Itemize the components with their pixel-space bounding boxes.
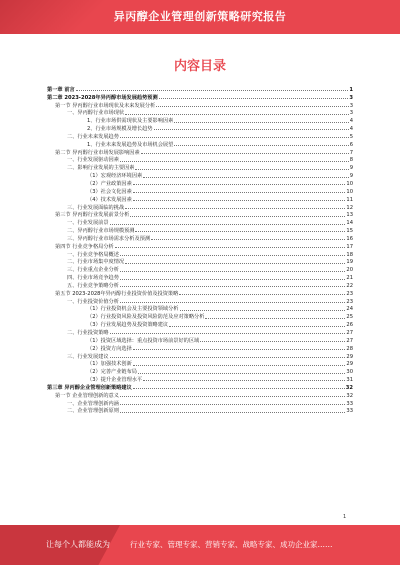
toc-entry[interactable] <box>47 281 353 289</box>
toc-leader-dots <box>154 129 349 130</box>
toc-entry-page: 4 <box>349 126 353 133</box>
toc-entry-page: 29 <box>346 361 353 368</box>
toc-entry-page: 3 <box>349 94 353 101</box>
toc-entry[interactable] <box>47 328 353 336</box>
toc-leader-dots <box>120 271 346 272</box>
toc-entry-page: 18 <box>346 251 353 258</box>
toc-entry-page: 5 <box>349 133 353 140</box>
footer-slogan-right: 行业专家、管理专家、营销专家、战略专家、成功企业家…… <box>130 540 333 549</box>
toc-entry-label: 第二节 异丙醇行业市场发展影响因素 <box>55 149 140 156</box>
toc-entry-page: 19 <box>346 259 353 266</box>
toc-entry-page: 9 <box>349 165 353 172</box>
toc-entry-page: 10 <box>346 188 353 195</box>
toc-entry[interactable] <box>47 109 353 117</box>
toc-entry-page: 31 <box>346 377 353 384</box>
toc-leader-dots <box>174 145 348 146</box>
toc-entry-page: 30 <box>346 369 353 376</box>
toc-entry[interactable] <box>47 360 353 368</box>
toc-leader-dots <box>205 318 345 319</box>
toc-entry-label: 第五节 2023-2028年异丙醇行业投资价值及投资策略 <box>55 290 179 297</box>
toc-entry[interactable] <box>47 297 353 305</box>
toc-entry-label: 2、行业市场规模及增长趋势 <box>87 126 153 133</box>
toc-entry-label: 一、行业投资价值分析 <box>67 298 119 305</box>
toc-entry-label: （2）完善产业链布局 <box>87 369 137 376</box>
toc-leader-dots <box>180 310 346 311</box>
toc-entry-page: 33 <box>346 400 353 407</box>
toc-leader-dots <box>76 90 349 91</box>
toc-entry-label: 第三章 异丙醇企业管理创新策略建议 <box>47 384 132 391</box>
toc-entry-label: 三、行业重点企业分析 <box>67 267 119 274</box>
toc-entry-page: 6 <box>349 141 353 148</box>
toc-entry-label: 第一节 异丙醇行业市场现状及未来发展分析 <box>55 102 156 109</box>
toc-leader-dots <box>135 169 348 170</box>
toc-entry-page: 33 <box>346 408 353 415</box>
toc-entry[interactable] <box>47 289 353 297</box>
toc-entry[interactable] <box>47 226 353 234</box>
toc-leader-dots <box>156 106 348 107</box>
toc-leader-dots <box>135 231 345 232</box>
toc-entry[interactable] <box>47 218 353 226</box>
toc-entry-label: （4）技术发展因素 <box>87 196 132 203</box>
toc-entry-label: 二、行业市场集中度情况 <box>67 259 125 266</box>
toc-entry-label: （2）产业政策因素 <box>87 180 132 187</box>
toc-entry-label: 二、行业未来发展趋势 <box>67 133 119 140</box>
toc-leader-dots <box>125 208 345 209</box>
toc-entry-label: 一、行业竞争格局概述 <box>67 251 119 258</box>
toc-entry[interactable] <box>47 320 353 328</box>
toc-entry-page: 32 <box>345 384 353 391</box>
toc-leader-dots <box>143 177 349 178</box>
toc-entry-label: 一、行业发展前景 <box>67 220 109 227</box>
toc-entry-page: 8 <box>349 157 353 164</box>
toc-title: 内容目录 <box>173 59 226 74</box>
toc-entry-page: 24 <box>346 306 353 313</box>
toc-entry-page: 25 <box>346 314 353 321</box>
toc-leader-dots <box>120 137 349 138</box>
toc-leader-dots <box>120 404 346 405</box>
toc-entry-page: 20 <box>346 267 353 274</box>
toc-entry[interactable] <box>47 93 353 101</box>
toc-entry[interactable] <box>47 367 353 375</box>
toc-entry-label: （3）行业发展趋势及投资策略建议 <box>87 322 169 329</box>
toc-entry[interactable] <box>47 101 353 109</box>
toc-entry-page: 27 <box>346 330 353 336</box>
toc-entry-page: 27 <box>346 337 353 344</box>
toc-entry[interactable] <box>47 242 353 250</box>
toc-entry-page: 13 <box>346 212 353 219</box>
table-of-contents <box>47 85 353 414</box>
toc-entry[interactable] <box>47 179 353 187</box>
toc-entry-label: （1）加强技术创新 <box>87 361 132 368</box>
toc-leader-dots <box>110 357 346 358</box>
header-bar <box>0 0 400 34</box>
toc-entry[interactable] <box>47 305 353 313</box>
toc-entry-label: （3）社会文化因素 <box>87 188 132 195</box>
toc-entry[interactable] <box>47 124 353 132</box>
toc-entry[interactable] <box>47 203 353 211</box>
toc-entry-label: （1）投资区域选择：重点投资市场前景好的区域 <box>87 337 200 344</box>
toc-entry-page: 3 <box>349 102 353 109</box>
toc-entry-page: 1 <box>349 86 353 93</box>
toc-entry-page: 14 <box>346 220 353 227</box>
toc-leader-dots <box>133 200 346 201</box>
toc-entry-label: （2）投资方向选择 <box>87 345 132 352</box>
toc-leader-dots <box>125 114 349 115</box>
toc-entry[interactable] <box>47 383 353 391</box>
toc-leader-dots <box>120 161 349 162</box>
toc-leader-dots <box>120 286 346 287</box>
toc-leader-dots <box>174 122 348 123</box>
toc-leader-dots <box>125 263 345 264</box>
header-title: 异丙醇企业管理创新策略研究报告 <box>113 10 287 23</box>
toc-entry-page: 32 <box>346 392 353 399</box>
toc-entry[interactable] <box>47 258 353 266</box>
toc-entry-label: 一、异丙醇行业市场现状 <box>67 110 125 117</box>
page-number: 1 <box>343 514 347 520</box>
toc-entry-page: 15 <box>346 228 353 235</box>
toc-entry-label: 二、行业投资策略 <box>67 330 109 336</box>
toc-entry[interactable] <box>47 273 353 281</box>
toc-entry[interactable] <box>47 171 353 179</box>
toc-entry-page: 4 <box>349 118 353 125</box>
toc-entry-page: 9 <box>349 173 353 180</box>
toc-leader-dots <box>120 255 346 256</box>
toc-entry[interactable] <box>47 352 353 360</box>
toc-leader-dots <box>151 239 345 240</box>
toc-entry-label: （1）宏观经济环境因素 <box>87 173 143 180</box>
toc-entry-label: （1）行业投资机会及主要投资领域分析 <box>87 306 179 313</box>
toc-entry-label: 二、异丙醇行业市场规模预测 <box>67 228 135 235</box>
toc-entry[interactable] <box>47 140 353 148</box>
toc-entry-page: 23 <box>346 298 353 305</box>
toc-entry-label: 五、行业竞争策略分析 <box>67 282 119 289</box>
toc-entry[interactable] <box>47 344 353 352</box>
toc-entry[interactable] <box>47 187 353 195</box>
toc-entry-label: （2）行业投资风险及投资风险防范及应对策略分析 <box>87 314 205 321</box>
toc-leader-dots <box>120 279 346 280</box>
toc-entry[interactable] <box>47 375 353 383</box>
toc-entry[interactable] <box>47 156 353 164</box>
toc-leader-dots <box>159 98 349 99</box>
toc-leader-dots <box>110 333 346 334</box>
toc-entry-label: 二、企业管理创新原则 <box>67 408 119 415</box>
toc-entry-label: 三、异丙醇行业市场需求分析及预测 <box>67 235 151 242</box>
toc-entry[interactable] <box>47 391 353 399</box>
toc-entry[interactable] <box>47 234 353 242</box>
toc-leader-dots <box>169 326 345 327</box>
toc-entry-label: 二、影响行业发展的主要因素 <box>67 165 135 172</box>
toc-leader-dots <box>115 247 346 248</box>
toc-entry[interactable] <box>47 163 353 171</box>
toc-entry-page: 16 <box>346 235 353 242</box>
toc-entry[interactable] <box>47 399 353 407</box>
toc-leader-dots <box>179 294 345 295</box>
toc-leader-dots <box>120 302 346 303</box>
toc-leader-dots <box>130 216 345 217</box>
toc-entry-label: 四、行业市场竞争趋势 <box>67 275 119 282</box>
toc-entry-label: 三、行业发展面临的挑战 <box>67 204 125 211</box>
toc-leader-dots <box>110 224 346 225</box>
toc-entry[interactable] <box>47 250 353 258</box>
toc-entry-page: 29 <box>346 353 353 360</box>
footer-slogan-left: 让每个人都能成为 <box>46 540 110 549</box>
toc-leader-dots <box>133 365 346 366</box>
toc-entry[interactable] <box>47 407 353 415</box>
toc-entry-page: 11 <box>346 196 353 203</box>
toc-entry[interactable] <box>47 211 353 219</box>
toc-entry-label: （3）提升企业管理水平 <box>87 377 143 384</box>
toc-entry-label: 1、行业未来发展趋势及市场机会展望 <box>87 141 174 148</box>
toc-entry-label: 第四节 行业竞争格局分析 <box>55 243 114 250</box>
toc-entry-label: 第三节 异丙醇行业发展前景分析 <box>55 212 130 219</box>
toc-entry[interactable] <box>47 265 353 273</box>
toc-entry-page: 21 <box>346 275 353 282</box>
toc-entry-page: 10 <box>346 180 353 187</box>
toc-leader-dots <box>133 349 346 350</box>
toc-entry-page: 7 <box>349 149 353 156</box>
toc-entry-label: 第一章 前言 <box>47 86 75 93</box>
footer-bar <box>0 525 400 565</box>
toc-entry[interactable] <box>47 85 353 93</box>
toc-leader-dots <box>200 341 345 342</box>
toc-leader-dots <box>133 388 345 389</box>
toc-leader-dots <box>120 412 346 413</box>
toc-entry-label: 一、企业管理创新内涵 <box>67 400 119 407</box>
toc-entry-label: 1、行业市场供需现状及主要影响因素 <box>87 118 174 125</box>
toc-entry[interactable] <box>47 312 353 320</box>
toc-entry[interactable] <box>47 148 353 156</box>
toc-entry-page: 26 <box>346 322 353 329</box>
toc-leader-dots <box>143 380 345 381</box>
toc-entry-page: 28 <box>346 345 353 352</box>
toc-entry-page: 23 <box>346 290 353 297</box>
toc-entry[interactable] <box>47 116 353 124</box>
toc-entry[interactable] <box>47 132 353 140</box>
toc-entry[interactable] <box>47 336 353 344</box>
toc-leader-dots <box>133 184 346 185</box>
toc-entry-label: 三、行业发展建议 <box>67 353 109 360</box>
toc-entry-page: 22 <box>346 282 353 289</box>
toc-entry-label: 第二章 2023-2028年异丙醇市场发展趋势预测 <box>47 94 158 101</box>
toc-entry-page: 17 <box>346 243 353 250</box>
toc-entry-page: 3 <box>349 110 353 117</box>
toc-leader-dots <box>120 396 345 397</box>
toc-entry-page: 12 <box>346 204 353 211</box>
toc-leader-dots <box>138 373 345 374</box>
toc-entry[interactable] <box>47 195 353 203</box>
toc-leader-dots <box>141 153 349 154</box>
toc-leader-dots <box>133 192 346 193</box>
toc-entry-label: 第一节 企业管理创新的意义 <box>55 392 119 399</box>
toc-entry-label: 一、行业发展驱动因素 <box>67 157 119 164</box>
